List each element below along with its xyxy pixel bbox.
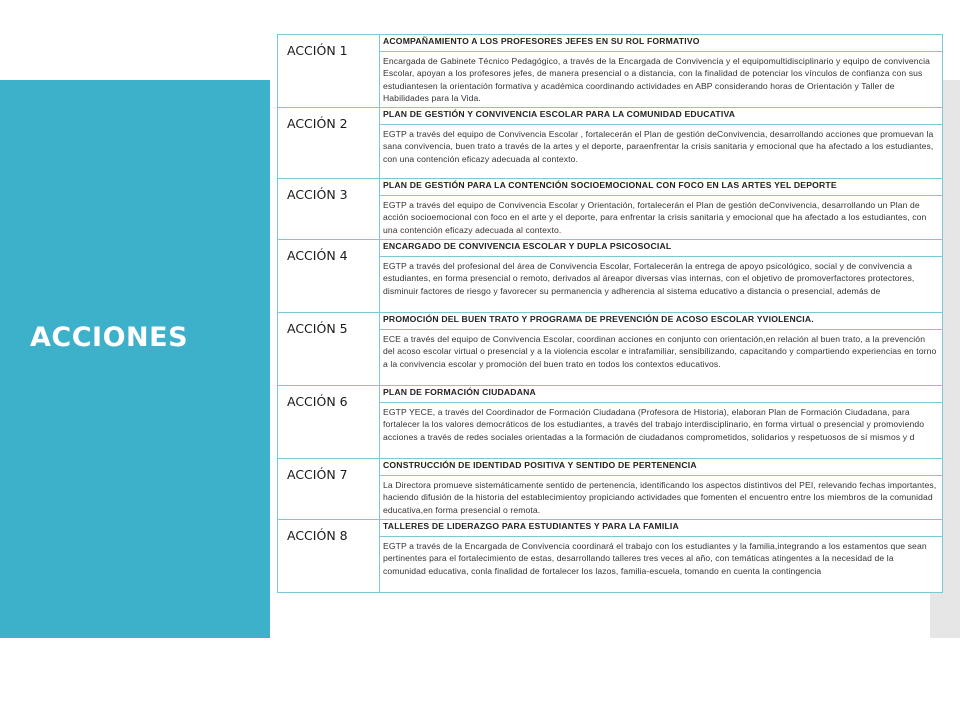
action-description: EGTP a través del profesional del área de Convivencia Escolar, Fortalecerán la entrega de apoyo psicológico, social y de convivencia a estudiantes, en forma presencial o remoto, derivados al áreapor diversas vías internas, con el objetivo de promoverfactores protectores, disminuir factores de riesgo y favorecer su permanencia y adherencia al sistema educativo a distancia o presencial, además de [380,257,943,313]
action-heading: ACOMPAÑAMIENTO A LOS PROFESORES JEFES EN SU ROL FORMATIVO [380,35,943,52]
action-heading: ENCARGADO DE CONVIVENCIA ESCOLAR Y DUPLA PSICOSOCIAL [380,240,943,257]
action-heading: PLAN DE FORMACIÓN CIUDADANA [380,386,943,403]
action-label: ACCIÓN 1 [278,35,380,108]
actions-table [277,34,943,593]
action-label: ACCIÓN 3 [278,179,380,240]
action-heading-row [278,520,943,537]
action-label: ACCIÓN 5 [278,313,380,386]
action-description: Encargada de Gabinete Técnico Pedagógico, a través de la Encargada de Convivencia y el equipomultidisciplinario y equipo de convivencia Escolar, apoyan a los profesores jefes, de manera presencial o a distancia, con la finalidad de potenciar los vínculos de confianza con sus estudiantesen la orientación formativa y académica coordinando actividades en ABP considerando horas de Orientación y Taller de Habilidades para la Vida. [380,52,943,108]
action-label: ACCIÓN 2 [278,108,380,179]
action-heading: PLAN DE GESTIÓN Y CONVIVENCIA ESCOLAR PARA LA COMUNIDAD EDUCATIVA [380,108,943,125]
action-label: ACCIÓN 7 [278,459,380,520]
action-heading: CONSTRUCCIÓN DE IDENTIDAD POSITIVA Y SENTIDO DE PERTENENCIA [380,459,943,476]
action-heading-row [278,313,943,330]
action-heading-row [278,459,943,476]
action-heading: PROMOCIÓN DEL BUEN TRATO Y PROGRAMA DE PREVENCIÓN DE ACOSO ESCOLAR YVIOLENCIA. [380,313,943,330]
action-description: La Directora promueve sistemáticamente sentido de pertenencia, identificando los aspectos distintivos del PEI, relevando fechas importantes, haciendo difusión de la historia del establecimientoy propiciando actividades que fomenten el encuentro entre los miembros de la comunidad educativa,en forma presencial o remota. [380,476,943,520]
action-label: ACCIÓN 8 [278,520,380,593]
action-description: EGTP a través del equipo de Convivencia Escolar , fortalecerán el Plan de gestión deConvivencia, desarrollando acciones que promuevan la sana convivencia, buen trato a través de la artes y el deporte, paraenfrentar la crisis sanitaria y emocional que ha afectado a los estudiantes, con una contención eficazy adecuada al contexto. [380,125,943,179]
action-heading: TALLERES DE LIDERAZGO PARA ESTUDIANTES Y PARA LA FAMILIA [380,520,943,537]
action-heading-row [278,240,943,257]
sidebar-band [0,80,270,638]
action-heading-row [278,179,943,196]
section-title: ACCIONES [30,322,189,353]
actions-table-container [277,34,942,593]
action-heading-row [278,108,943,125]
action-heading-row [278,386,943,403]
action-heading-row [278,35,943,52]
action-heading: PLAN DE GESTIÓN PARA LA CONTENCIÓN SOCIOEMOCIONAL CON FOCO EN LAS ARTES YEL DEPORTE [380,179,943,196]
action-description: EGTP YECE, a través del Coordinador de Formación Ciudadana (Profesora de Historia), elaboran Plan de Formación Ciudadana, para fortalecer la los valores democráticos de los estudiantes, a través del trabajo interdisciplinario, en forma virtual o presencial y promoviendo acciones a través de redes sociales orientadas a la formación de ciudadanos comprometidos, solidarios y respetuosos de sí mismos y d [380,403,943,459]
action-description: ECE a través del equipo de Convivencia Escolar, coordinan acciones en conjunto con orientación,en relación al buen trato, a la prevención del acoso escolar virtual o presencial y a la violencia escolar e intrafamiliar, sensibilizando, capacitando y compartiendo experiencias en torno a la convivencia escolar y promoción del buen trato en todos los contextos educativos. [380,330,943,386]
action-description: EGTP a través de la Encargada de Convivencia coordinará el trabajo con los estudiantes y la familia,integrando a los estamentos que sean pertinentes para el fortalecimiento de estas, desarrollando talleres tres veces al año, con temáticas atingentes a la necesidad de la comunidad educativa, conla finalidad de fortalecer los lazos, familia-escuela, tomando en cuenta la contingencia [380,537,943,593]
action-label: ACCIÓN 4 [278,240,380,313]
action-label: ACCIÓN 6 [278,386,380,459]
action-description: EGTP a través del equipo de Convivencia Escolar y Orientación, fortalecerán el Plan de gestión deConvivencia, desarrollando un Plan de acción socioemocional con foco en el arte y el deporte, para enfrentar la crisis sanitaria y emocional que ha afectado a los estudiantes, con una contención eficazy adecuada al contexto. [380,196,943,240]
